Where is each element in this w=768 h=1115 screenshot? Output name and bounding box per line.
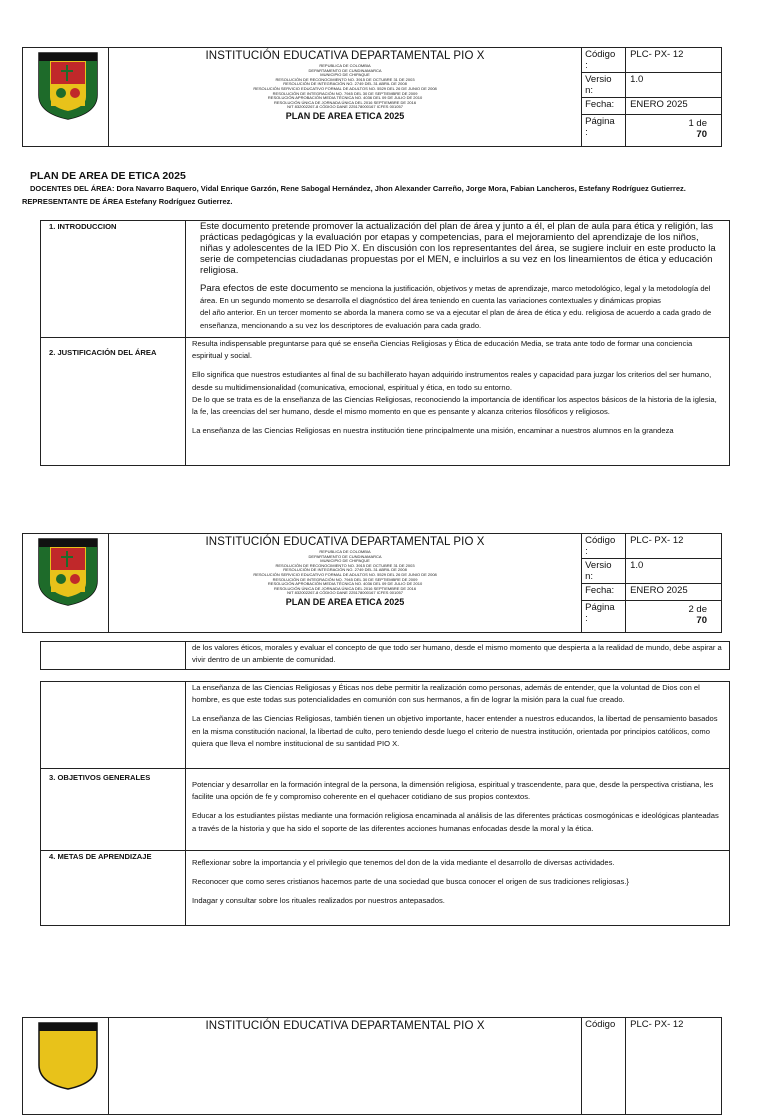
code-value: PLC- PX- 12: [626, 1018, 722, 1115]
goals-label: 4. METAS DE APRENDIZAJE: [41, 851, 186, 926]
objectives-text: Potenciar y desarrollar en la formación integral de la persona, la dimensión religiosa, espiritual y trascendente, para que, desde la perspectiva cristiana, les facilite una opción de fe y compromiso coherente en el quehacer cotidiano de sus propios contextos. Educar a los estudiantes piístas mediante una formación religiosa encaminada al análisis de las diferentes prácticas cosmogónicas e ideológicas planteadas a través de la historia y que ha sido el soporte de las diferentes acciones humanas enfocadas desde la moral y la ética.: [186, 769, 730, 851]
shield-icon: [37, 1021, 99, 1091]
date-value: ENERO 2025: [626, 98, 722, 115]
plan-title: PLAN DE AREA ETICA 2025: [285, 596, 405, 607]
code-label: Código :: [582, 48, 626, 73]
resolution-lines: REPUBLICA DE COLOMBIA DEPARTAMENTO DE CUNDINAMARCA MUNICIPIO DE CHIPAQUE RESOLUCIÓN DE RECONOCIMIENTO NO. 3915 DE OCTUBRE 31 DE 2003 RESOLUCIÓN DE INTEGRACIÓN NO. 2749 DEL 31 ABRIL DE 2008 RESOLUCIÓN SERVICIO EDUCATIVO FORMAL DE ADULTOS NO. 5529 DEL 26 DE JUNIO DE 2008 RESOLUCIÓN DE INTEGRACIÓN NO. 7945 DEL 30 DE SEPTIEMBRE DE 2009 RESOLUCIÓN APROBACIÓN MEDIA TÉCNICA NO. 4036 DEL 09 DE JULIO DE 2010 RESOLUCIÓN ÚNICA DE JORNADA ÚNICA DEL 2016 SEPTIEMBRE DE 2016 NIT 832002267-8 CÓDIGO DANE 225178000167 ICFES 001057: [253, 549, 437, 596]
institution-logo: [23, 48, 109, 147]
justification-label: 2. JUSTIFICACIÓN DEL ÁREA: [41, 338, 186, 466]
date-label: Fecha:: [582, 98, 626, 115]
continued-text: de los valores éticos, morales y evaluar el concepto de que todo ser humano, desde el mismo momento que despierta a la realidad de mundo, debe aspirar a vivir dentro de un ambiente de comunidad.: [186, 642, 730, 670]
continued-label: [41, 682, 186, 769]
institution-name: INSTITUCIÓN EDUCATIVA DEPARTAMENTAL PIO X: [205, 1020, 485, 1032]
institution-logo: [23, 534, 109, 633]
document-title: PLAN DE AREA DE ETICA 2025: [30, 170, 186, 182]
page-header-2: [22, 533, 722, 633]
header-center: [108, 534, 581, 633]
institution-name: INSTITUCIÓN EDUCATIVA DEPARTAMENTAL PIO X: [205, 536, 485, 548]
intro-label: 1. INTRODUCCION: [41, 221, 186, 338]
institution-name: INSTITUCIÓN EDUCATIVA DEPARTAMENTAL PIO X: [205, 50, 485, 62]
objectives-label: 3. OBJETIVOS GENERALES: [41, 769, 186, 851]
plan-title: PLAN DE AREA ETICA 2025: [285, 110, 405, 121]
code-value: PLC- PX- 12: [626, 48, 722, 73]
continued-text-2: La enseñanza de las Ciencias Religiosas y Éticas nos debe permitir la realización como personas, además de entender, que la voluntad de Dios con el hombre, es que este todas sus potencialidades en comunión con sus hermanos, a fin de lograr la misión para la cual fue creado. La enseñanza de las Ciencias Religiosas, también tienen un objetivo importante, hacer entender a nuestros educandos, la libertad de pensamiento basados en la misma constitución nacional, la libertad de culto, pero teniendo desde luego el criterio de nuestra institución, orientada por principios católicos, como quiera que lleva el nombre institucional de su santidad PIO X.: [186, 682, 730, 769]
intro-text: Este documento pretende promover la actualización del plan de área y junto a él, el plan de aula para ética y religión, las prácticas pedagógicas y la evaluación por etapas y competencias, para el mejoramiento del aprendizaje de los niños, niñas y adolescentes de la IED Pio X. En discusión con los representantes del área, se sugiere incluir en este producto la serie de competencias ciudadanas propuestas por el MEN, e incluirlos a su vez en los lineamientos de ética y educación religiosa. Para efectos de este documento se menciona la justificación, objetivos y metas de aprendizaje, marco metodológico, legal y la metodología del área. En un segundo momento se desarrolla el diagnóstico del área teniendo en cuenta las variaciones contextuales y dinámicas propias del año anterior. En un tercer momento se aborda la manera como se va a ejecutar el plan de área de ética y edu. religiosa de acuerdo a cada grado de enseñanza, mencionando a su vez los descriptores de evaluación para cada grado.: [186, 221, 730, 338]
version-value: 1.0: [626, 73, 722, 98]
content-table-1: [40, 220, 730, 466]
code-value: PLC- PX- 12: [626, 534, 722, 559]
teachers-line: DOCENTES DEL ÁREA: Dora Navarro Baquero, Vidal Enrique Garzón, Rene Sabogal Hernández, Jhon Alexander Carreño, Jorge Mora, Fabian Lancheros, Estefany Rodríguez Gutierrez.: [30, 184, 686, 193]
code-label: Código :: [582, 534, 626, 559]
header-center: [108, 1018, 581, 1115]
version-value: 1.0: [626, 559, 722, 584]
justification-text: Resulta indispensable preguntarse para qué se enseña Ciencias Religiosas y Ética de educación Media, se trata ante todo de formar una conciencia espiritual y social. Ello significa que nuestros estudiantes al final de su bachillerato hayan adquirido instrumentos reales y capacidad para juzgar los criterios del ser humano, desde su multidimensionalidad (comunicativa, emocional, espiritual y ética, en todo su entorno. De lo que se trata es de la enseñanza de las Ciencias Religiosas, reconociendo la importancia de identificar los aspectos básicos de la historia de la iglesia, la fe, las creencias del ser humano, desde el mismo momento en que es pensante y alcanza criterios filosóficos y religiosos. La enseñanza de las Ciencias Religiosas en nuestra institución tiene principalmente una misión, encaminar a nuestros alumnos en la grandeza: [186, 338, 730, 466]
date-label: Fecha:: [582, 584, 626, 601]
content-table-2a: [40, 641, 730, 670]
page-label: Página :: [582, 601, 626, 633]
content-table-2b: [40, 681, 730, 926]
page-header-1: [22, 47, 722, 147]
page-number: 2 de 70: [626, 601, 722, 633]
continued-label: [41, 642, 186, 670]
resolution-lines: REPUBLICA DE COLOMBIA DEPARTAMENTO DE CUNDINAMARCA MUNICIPIO DE CHIPAQUE RESOLUCIÓN DE RECONOCIMIENTO NO. 3915 DE OCTUBRE 31 DE 2003 RESOLUCIÓN DE INTEGRACIÓN NO. 2749 DEL 31 ABRIL DE 2008 RESOLUCIÓN SERVICIO EDUCATIVO FORMAL DE ADULTOS NO. 5529 DEL 26 DE JUNIO DE 2008 RESOLUCIÓN DE INTEGRACIÓN NO. 7945 DEL 30 DE SEPTIEMBRE DE 2009 RESOLUCIÓN APROBACIÓN MEDIA TÉCNICA NO. 4036 DEL 09 DE JULIO DE 2010 RESOLUCIÓN ÚNICA DE JORNADA ÚNICA DEL 2016 SEPTIEMBRE DE 2016 NIT 832002267-8 CÓDIGO DANE 225178000167 ICFES 001057: [253, 63, 437, 110]
date-value: ENERO 2025: [626, 584, 722, 601]
version-label: Versio n:: [582, 559, 626, 584]
page-label: Página :: [582, 115, 626, 147]
shield-icon: [37, 51, 99, 121]
page-header-3: [22, 1017, 722, 1115]
institution-logo: [23, 1018, 109, 1115]
version-label: Versio n:: [582, 73, 626, 98]
code-label: Código: [582, 1018, 626, 1115]
shield-icon: [37, 537, 99, 607]
page-number: 1 de 70: [626, 115, 722, 147]
header-center: [108, 48, 581, 147]
goals-text: Reflexionar sobre la importancia y el privilegio que tenemos del don de la vida mediante el desarrollo de diversas actividades. Reconocer que como seres cristianos hacemos parte de una sociedad que busca conocer el origen de sus tradiciones religiosas.} Indagar y consultar sobre los rituales realizados por nuestros antepasados.: [186, 851, 730, 926]
representative-line: REPRESENTANTE DE ÁREA Estefany Rodríguez Gutierrez.: [22, 197, 233, 206]
